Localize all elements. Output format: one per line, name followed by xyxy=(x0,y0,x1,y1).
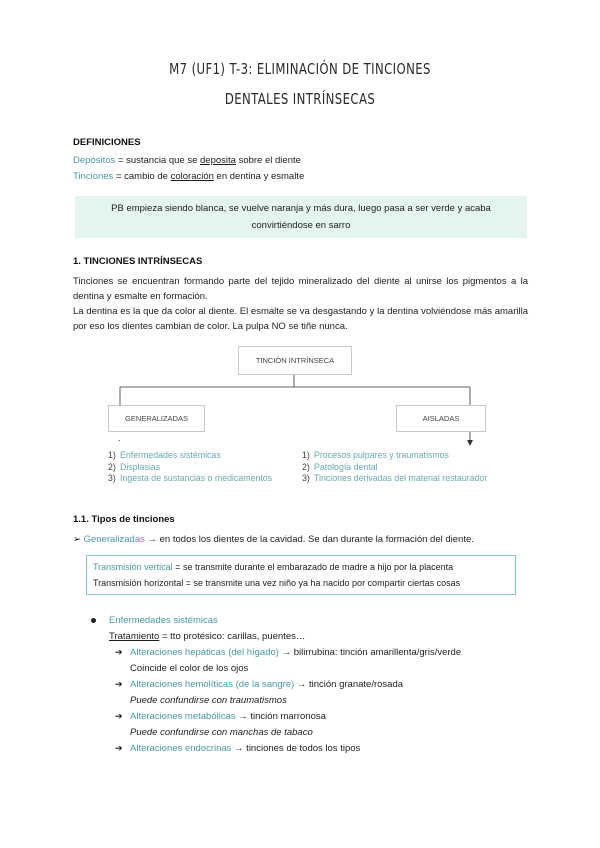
document-title-line-2: DENTALES INTRÍNSECAS xyxy=(224,90,376,108)
list-item: 1) Enfermedades sistémicas xyxy=(108,450,221,460)
definiciones-heading: DEFINICIONES xyxy=(73,137,141,148)
document-title-line-1: M7 (UF1) T-3: ELIMINACIÓN DE TINCIONES xyxy=(169,60,431,78)
definition-depositos: Depósitos = sustancia que se deposita sobre el diente xyxy=(73,155,301,166)
diagram-dot: . xyxy=(118,433,121,443)
alteracion-item: Alteraciones metabólicas → tinción marronosa xyxy=(130,711,326,722)
alteracion-item: Alteraciones hepáticas (del hígado) → bilirrubina: tinción amarillenta/gris/verde xyxy=(130,647,462,658)
diagram-node-generalizadas: GENERALIZADAS xyxy=(108,405,205,432)
diagram-node-aisladas: AISLADAS xyxy=(396,405,486,432)
arrow-icon: ➔ xyxy=(115,679,123,689)
list-item: 2) Patología dental xyxy=(302,461,378,472)
definition-tinciones: Tinciones = cambio de coloración en dentina y esmalte xyxy=(73,171,305,182)
depositos-term: Depósitos xyxy=(73,155,116,166)
list-item: 3) Tinciones derivadas del material restaurador xyxy=(302,473,488,483)
transmission-horizontal: Transmisión horizontal = se transmite una vez niño ya ha nacido por compartir ciertas cosas xyxy=(93,577,461,588)
section-1-paragraph-1: Tinciones se encuentran formando parte del tejido mineralizado del diente al unirse los pigmentos a la dentina y esmalte en formación. xyxy=(73,276,528,302)
alteracion-item: Alteraciones hemolíticas (de la sangre) → tinción granate/rosada xyxy=(130,679,404,690)
arrow-icon: ➔ xyxy=(115,647,123,657)
tipos-heading: 1.1. Tipos de tinciones xyxy=(73,514,175,525)
generalizadas-list xyxy=(108,450,272,485)
arrow-icon: ➔ xyxy=(115,743,123,753)
alteracion-note: Coincide el color de los ojos xyxy=(130,663,249,674)
bullet-icon xyxy=(91,618,96,623)
section-1-heading: 1. TINCIONES INTRÍNSECAS xyxy=(73,256,203,267)
alteracion-note: Puede confundirse con manchas de tabaco xyxy=(130,727,313,738)
transmission-vertical: Transmisión vertical = se transmite durante el embarazado de madre a hijo por la placenta xyxy=(93,562,454,572)
list-item: 2) Displasias xyxy=(108,461,161,472)
aisladas-list xyxy=(302,450,487,485)
generalizadas-line: ➢ Generalizadas → en todos los dientes de la cavidad. Se dan durante la formación del diente. xyxy=(73,534,474,545)
callout-text: PB empieza siendo blanca, se vuelve naranja y más dura, luego pasa a ser verde y acaba convirtiéndose en sarro xyxy=(111,203,491,231)
tratamiento-line: Tratamiento = tto protésico: carillas, puentes… xyxy=(109,631,306,642)
alteracion-item: Alteraciones endocrinas → tinciones de todos los tipos xyxy=(130,743,361,754)
enfermedades-heading: Enfermedades sistémicas xyxy=(109,615,218,626)
list-item: 1) Procesos pulpares y traumatismos xyxy=(302,450,449,460)
arrow-icon: ➔ xyxy=(115,711,123,721)
diagram-root-node: TINCIÓN INTRÍNSECA xyxy=(238,346,352,375)
tinciones-term: Tinciones xyxy=(73,171,114,182)
list-item: 3) Ingesta de sustancias o medicamentos xyxy=(108,473,273,483)
alteracion-note: Puede confundirse con traumatismos xyxy=(130,695,287,706)
transmission-box xyxy=(86,555,516,595)
section-1-paragraph-2: La dentina es la que da color al diente. El esmalte se va desgastando y la dentina volviéndose más amarilla por eso los dientes cambian de color. La pulpa NO se tiñe nunca. xyxy=(73,306,528,332)
arrow-bullet-icon: ➢ xyxy=(73,534,81,545)
generalizadas-term: Generalizadas xyxy=(83,534,145,545)
